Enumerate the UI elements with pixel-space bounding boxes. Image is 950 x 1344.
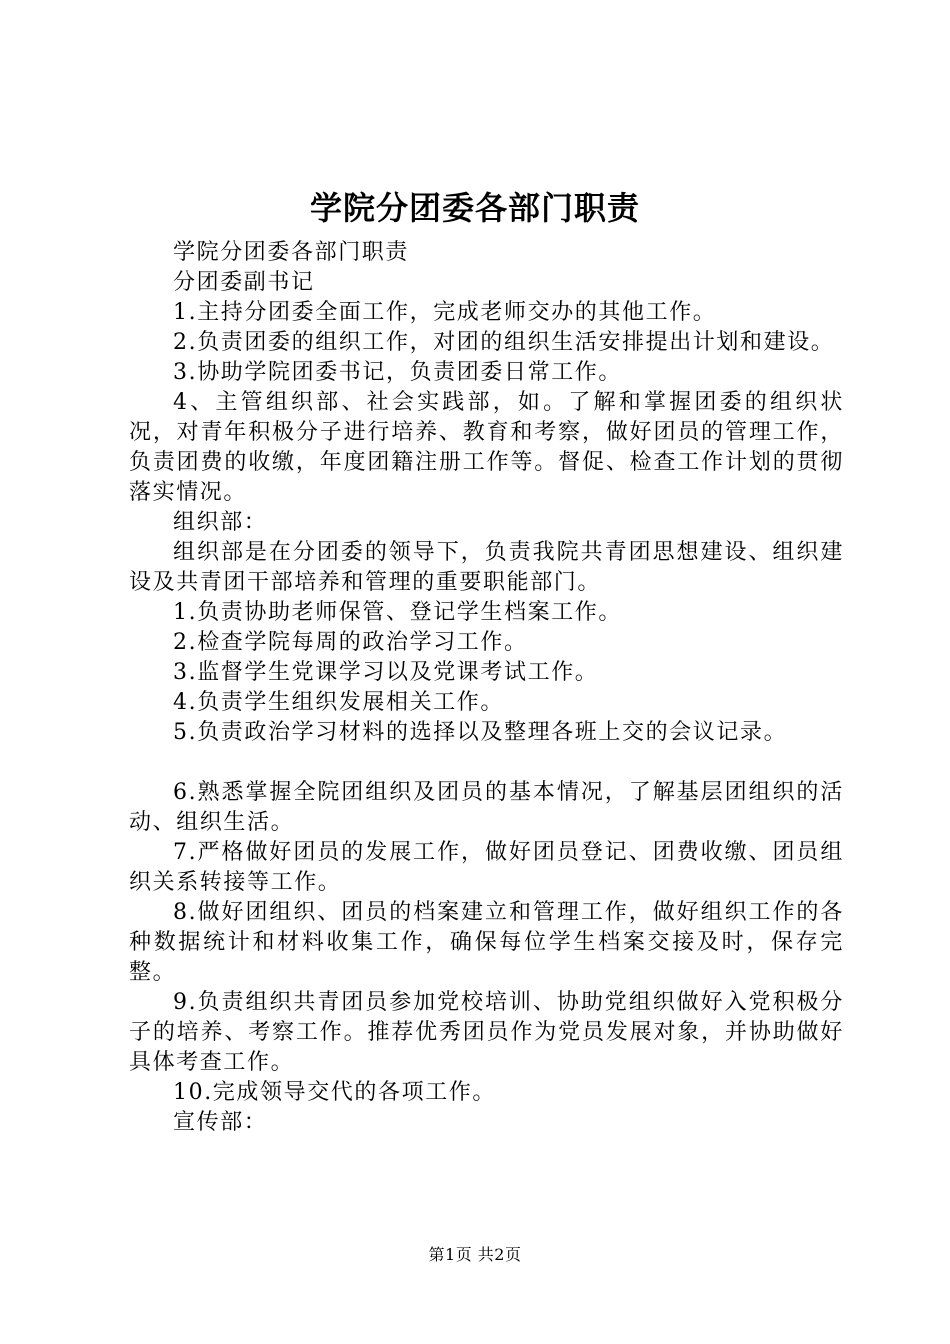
paragraph: 组织部： <box>173 510 268 535</box>
paragraph: 组织部是在分团委的领导下，负责我院共青团思想建设、组织建设及共青团干部培养和管理的重要职能部门。 <box>129 540 844 595</box>
paragraph: 学院分团委各部门职责 <box>173 240 410 265</box>
paragraph: 2.负责团委的组织工作，对团的组织生活安排提出计划和建设。 <box>173 330 835 355</box>
paragraph: 4、主管组织部、社会实践部，如。了解和掌握团委的组织状况，对青年积极分子进行培养、教育和考察，做好团员的管理工作，负责团费的收缴，年度团籍注册工作等。督促、检查工作计划的贯彻落实情况。 <box>129 390 844 505</box>
paragraph: 5.负责政治学习材料的选择以及整理各班上交的会议记录。 <box>173 720 788 745</box>
paragraph: 10.完成领导交代的各项工作。 <box>173 1080 496 1105</box>
paragraph: 分团委副书记 <box>173 270 315 295</box>
paragraph: 2.检查学院每周的政治学习工作。 <box>173 630 528 655</box>
paragraph: 9.负责组织共青团员参加党校培训、协助党组织做好入党积极分子的培养、考察工作。推荐优秀团员作为党员发展对象，并协助做好具体考查工作。 <box>129 990 844 1075</box>
paragraph: 3.协助学院团委书记，负责团委日常工作。 <box>173 360 622 385</box>
page-footer <box>0 1244 950 1266</box>
paragraph: 3.监督学生党课学习以及党课考试工作。 <box>173 660 599 685</box>
paragraph: 7.严格做好团员的发展工作，做好团员登记、团费收缴、团员组织关系转接等工作。 <box>129 840 844 895</box>
paragraph: 宣传部： <box>173 1110 268 1135</box>
paragraph: 4.负责学生组织发展相关工作。 <box>173 690 504 715</box>
paragraph: 6.熟悉掌握全院团组织及团员的基本情况，了解基层团组织的活动、组织生活。 <box>129 780 844 835</box>
document-title: 学院分团委各部门职责 <box>309 189 640 227</box>
page-number-label: 第1页 共2页 <box>428 1245 522 1264</box>
paragraph: 1.主持分团委全面工作，完成老师交办的其他工作。 <box>173 300 717 325</box>
paragraph: 8.做好团组织、团员的档案建立和管理工作，做好组织工作的各种数据统计和材料收集工作，确保每位学生档案交接及时，保存完整。 <box>129 900 844 985</box>
document-body <box>129 238 844 1138</box>
paragraph: 1.负责协助老师保管、登记学生档案工作。 <box>173 600 622 625</box>
